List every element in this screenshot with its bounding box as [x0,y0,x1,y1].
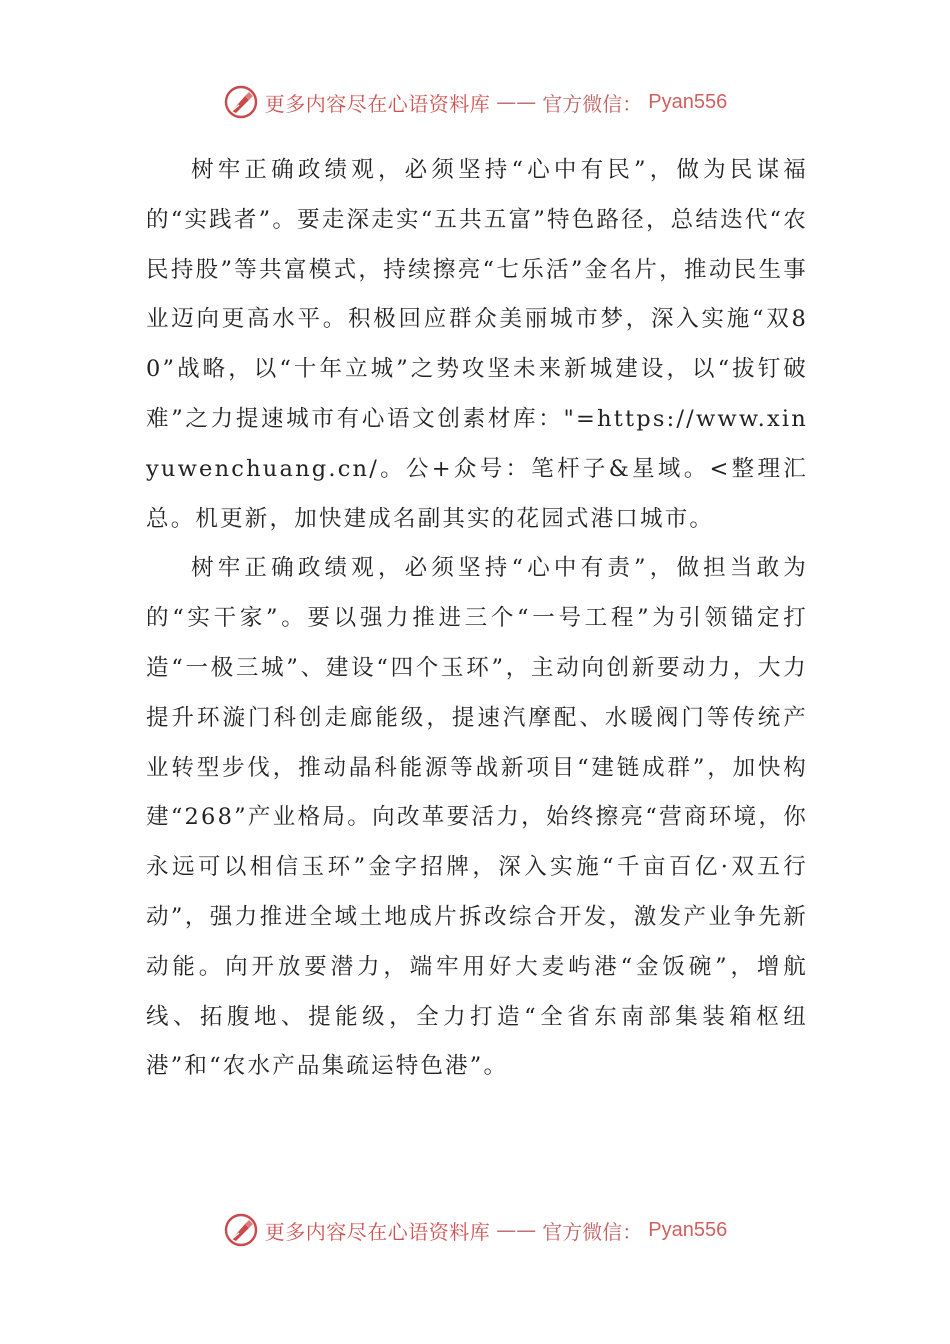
pen-nib-logo-icon [223,84,259,120]
banner-dash: —— [496,1218,537,1242]
banner-official-label: 官方微信： [542,91,643,116]
banner-wechat-handle: Pyan556 [648,90,728,113]
pen-nib-logo-icon [223,1212,259,1248]
banner-slogan: 更多内容尽在心语资料库 [264,91,491,116]
banner-dash: —— [496,90,537,114]
header-banner [0,80,950,124]
banner-wechat-handle: Pyan556 [648,1218,728,1241]
banner-official-label: 官方微信： [542,1219,643,1244]
paragraph-1: 树牢正确政绩观，必须坚持“心中有民”，做为民谋福的“实践者”。要走深走实“五共五富”特色路径，总结迭代“农民持股”等共富模式，持续擦亮“七乐活”金名片，推动民生事业迈向更高水平。积极回应群众美丽城市梦，深入实施“双80”战略，以“十年立城”之势攻坚未来新城建设，以“拔钉破难”之力提速城市有心语文创素材库："=https://www.xinyuwenchuang.cn/。公+众号：笔杆子&星域。<整理汇总。机更新，加快建成名副其实的花园式港口城市。 [146,157,808,532]
banner-slogan: 更多内容尽在心语资料库 [264,1219,491,1244]
footer-banner [0,1208,950,1252]
document-body [146,146,808,1092]
paragraph-2: 树牢正确政绩观，必须坚持“心中有责”，做担当敢为的“实干家”。要以强力推进三个“一号工程”为引领锚定打造“一极三城”、建设“四个玉环”，主动向创新要动力，大力提升环漩门科创走廊能级，提速汽摩配、水暖阀门等传统产业转型步伐，推动晶科能源等战新项目“建链成群”，加快构建“268”产业格局。向改革要活力，始终擦亮“营商环境，你永远可以相信玉环”金字招牌，深入实施“千亩百亿·双五行动”，强力推进全域土地成片拆改综合开发，激发产业争先新动能。向开放要潜力，端牢用好大麦屿港“金饭碗”，增航线、拓腹地、提能级，全力打造“全省东南部集装箱枢纽港”和“农水产品集疏运特色港”。 [146,555,808,1080]
